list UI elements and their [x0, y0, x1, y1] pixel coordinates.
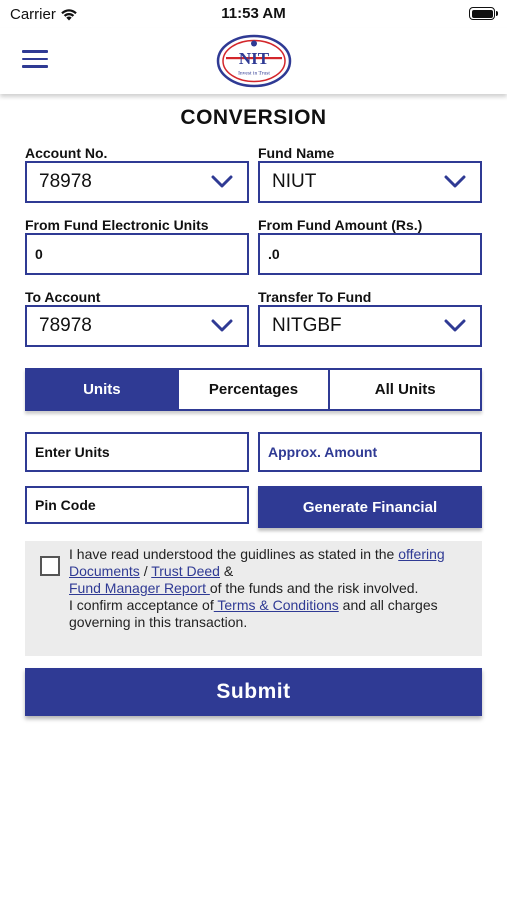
app-header: [0, 28, 507, 94]
fund-name-select[interactable]: [258, 161, 482, 203]
approx-amount-placeholder: Approx. Amount: [268, 444, 378, 460]
submit-button[interactable]: Submit: [25, 668, 482, 716]
conversion-type-segment: [25, 368, 482, 411]
terms-ampersand: &: [219, 563, 234, 579]
status-bar: [0, 0, 507, 28]
chevron-down-icon: [444, 175, 466, 189]
logo-text: NIT: [238, 49, 270, 68]
tab-percentages[interactable]: Percentages: [177, 370, 331, 409]
terms-text: [69, 546, 474, 631]
from-amount-label: From Fund Amount (Rs.): [258, 217, 423, 233]
terms-line1: I have read understood the guidlines as stated in the: [69, 546, 399, 562]
to-account-value: 78978: [39, 315, 92, 336]
terms-line2: of the funds and the risk involved.: [209, 580, 419, 596]
terms-line3: I confirm acceptance of: [69, 597, 214, 613]
carrier-label: Carrier: [10, 6, 56, 23]
fund-name-value: NIUT: [272, 171, 317, 192]
enter-units-input[interactable]: [25, 432, 249, 472]
chevron-down-icon: [211, 175, 233, 189]
terms-line4: and all charges governing in this transaction.: [69, 597, 438, 630]
from-amount-input[interactable]: [258, 233, 482, 275]
transfer-to-fund-select[interactable]: [258, 305, 482, 347]
chevron-down-icon: [444, 319, 466, 333]
terms-conditions-link[interactable]: Terms & Conditions: [213, 597, 339, 613]
from-units-label: From Fund Electronic Units: [25, 217, 209, 233]
logo-tagline: Invest in Trust: [238, 70, 270, 77]
terms-panel: [25, 541, 482, 656]
offering-documents-link[interactable]: offering Documents: [69, 546, 445, 579]
hamburger-menu-icon[interactable]: [22, 50, 48, 72]
chevron-down-icon: [211, 319, 233, 333]
from-units-value: 0: [35, 246, 43, 262]
account-no-label: Account No.: [25, 145, 108, 161]
fund-name-label: Fund Name: [258, 145, 335, 161]
approx-amount-input[interactable]: [258, 432, 482, 472]
enter-units-placeholder: Enter Units: [35, 444, 110, 460]
transfer-to-fund-value: NITGBF: [272, 315, 342, 336]
transfer-to-fund-label: Transfer To Fund: [258, 289, 372, 305]
terms-separator: /: [139, 563, 152, 579]
pin-code-input[interactable]: [25, 486, 249, 524]
trust-deed-link[interactable]: Trust Deed: [151, 563, 220, 579]
nit-logo: [216, 33, 292, 89]
to-account-select[interactable]: [25, 305, 249, 347]
battery-icon: [469, 7, 495, 20]
page-title: CONVERSION: [180, 106, 327, 129]
tab-all-units[interactable]: All Units: [374, 381, 436, 398]
from-amount-value: .0: [268, 246, 280, 262]
from-units-input[interactable]: [25, 233, 249, 275]
account-no-value: 78978: [39, 171, 92, 192]
terms-checkbox[interactable]: [40, 556, 60, 576]
fund-manager-report-link[interactable]: Fund Manager Report: [69, 580, 210, 596]
account-no-select[interactable]: [25, 161, 249, 203]
to-account-label: To Account: [25, 289, 101, 305]
tab-units[interactable]: Units: [27, 370, 177, 409]
status-time: 11:53 AM: [221, 5, 286, 22]
pin-code-placeholder: Pin Code: [35, 497, 96, 513]
generate-financial-button[interactable]: Generate Financial: [258, 486, 482, 528]
